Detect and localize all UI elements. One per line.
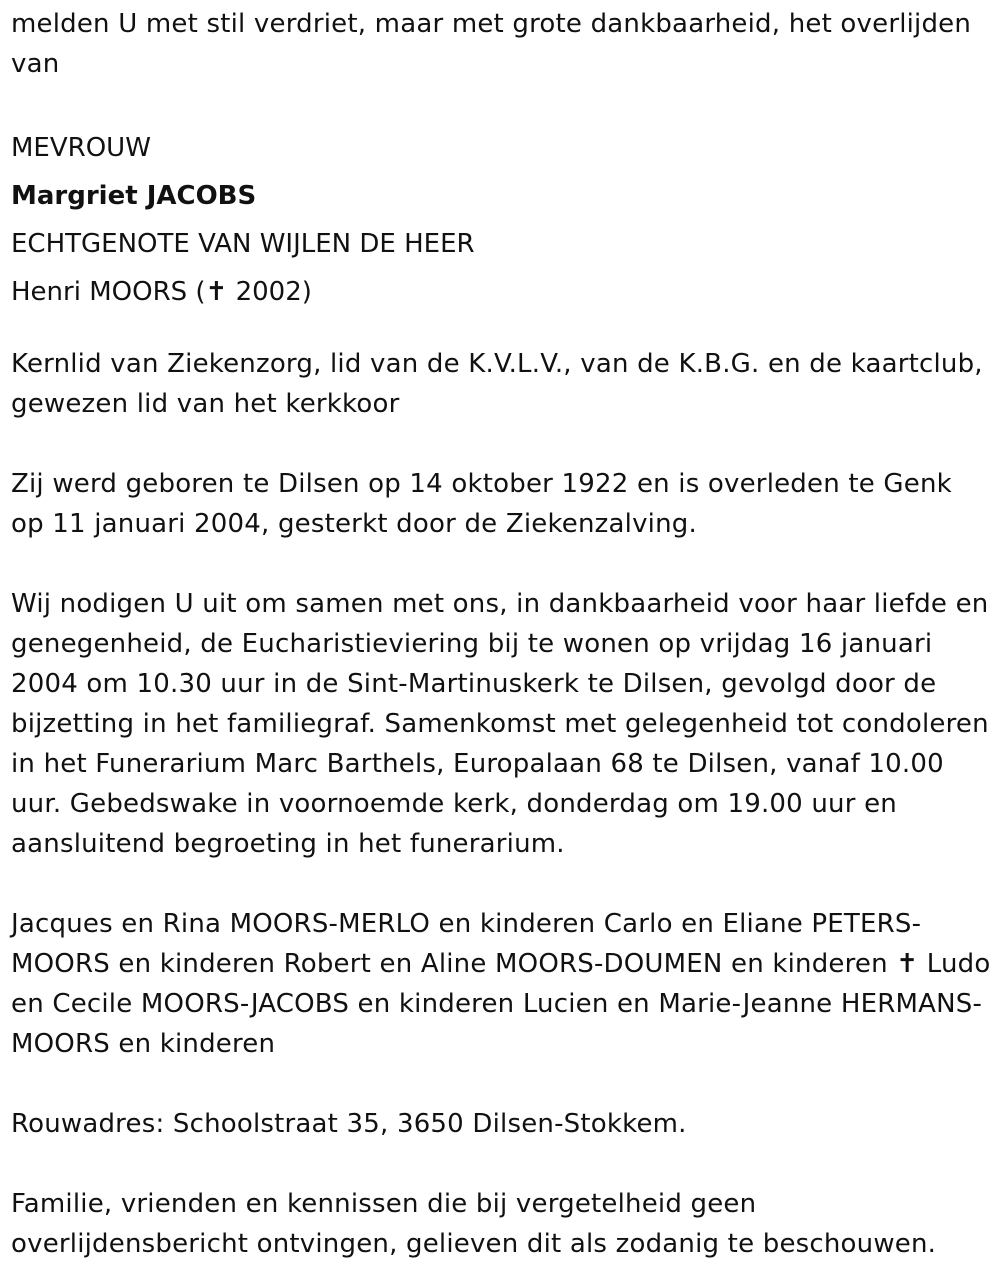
deceased-relation: ECHTGENOTE VAN WIJLEN DE HEER xyxy=(11,229,475,259)
spacer xyxy=(11,1144,991,1184)
birth-death-paragraph: Zij werd geboren te Dilsen op 14 oktober 1922 en is overleden te Genk op 11 januari 2004, gesterkt door de Ziekenzalving. xyxy=(11,469,952,539)
spacer xyxy=(11,424,991,464)
family-paragraph: Jacques en Rina MOORS-MERLO en kinderen Carlo en Eliane PETERS-MOORS en kinderen Robert en Aline MOORS-DOUMEN en kinderen ✝ Ludo en Cecile MOORS-JACOBS en kinderen Lucien en Marie-Jeanne HERMANS-MOORS en kinderen xyxy=(11,909,991,1059)
opening-paragraph: melden U met stil verdriet, maar met grote dankbaarheid, het overlijden van xyxy=(11,9,972,79)
spacer xyxy=(11,544,991,584)
spacer xyxy=(11,316,991,344)
obituary-document xyxy=(11,4,991,1264)
closing-paragraph: Familie, vrienden en kennissen die bij vergetelheid geen overlijdensbericht ontvingen, gelieven dit als zodanig te beschouwen. xyxy=(11,1189,937,1259)
deceased-block xyxy=(11,124,991,316)
address-paragraph: Rouwadres: Schoolstraat 35, 3650 Dilsen-Stokkem. xyxy=(11,1109,687,1139)
deceased-name: Margriet JACOBS xyxy=(11,181,257,211)
deceased-spouse: Henri MOORS (✝ 2002) xyxy=(11,277,312,307)
deceased-title: MEVROUW xyxy=(11,133,151,163)
spacer xyxy=(11,1064,991,1104)
memberships-paragraph: Kernlid van Ziekenzorg, lid van de K.V.L.V., van de K.B.G. en de kaartclub, gewezen lid van het kerkkoor xyxy=(11,349,983,419)
spacer xyxy=(11,84,991,124)
spacer xyxy=(11,864,991,904)
funeral-paragraph: Wij nodigen U uit om samen met ons, in dankbaarheid voor haar liefde en genegenheid, de Eucharistieviering bij te wonen op vrijdag 16 januari 2004 om 10.30 uur in de Sint-Martinuskerk te Dilsen, gevolgd door de bijzetting in het familiegraf. Samenkomst met gelegenheid tot condoleren in het Funerarium Marc Barthels, Europalaan 68 te Dilsen, vanaf 10.00 uur. Gebedswake in voornoemde kerk, donderdag om 19.00 uur en aansluitend begroeting in het funerarium. xyxy=(11,589,989,859)
